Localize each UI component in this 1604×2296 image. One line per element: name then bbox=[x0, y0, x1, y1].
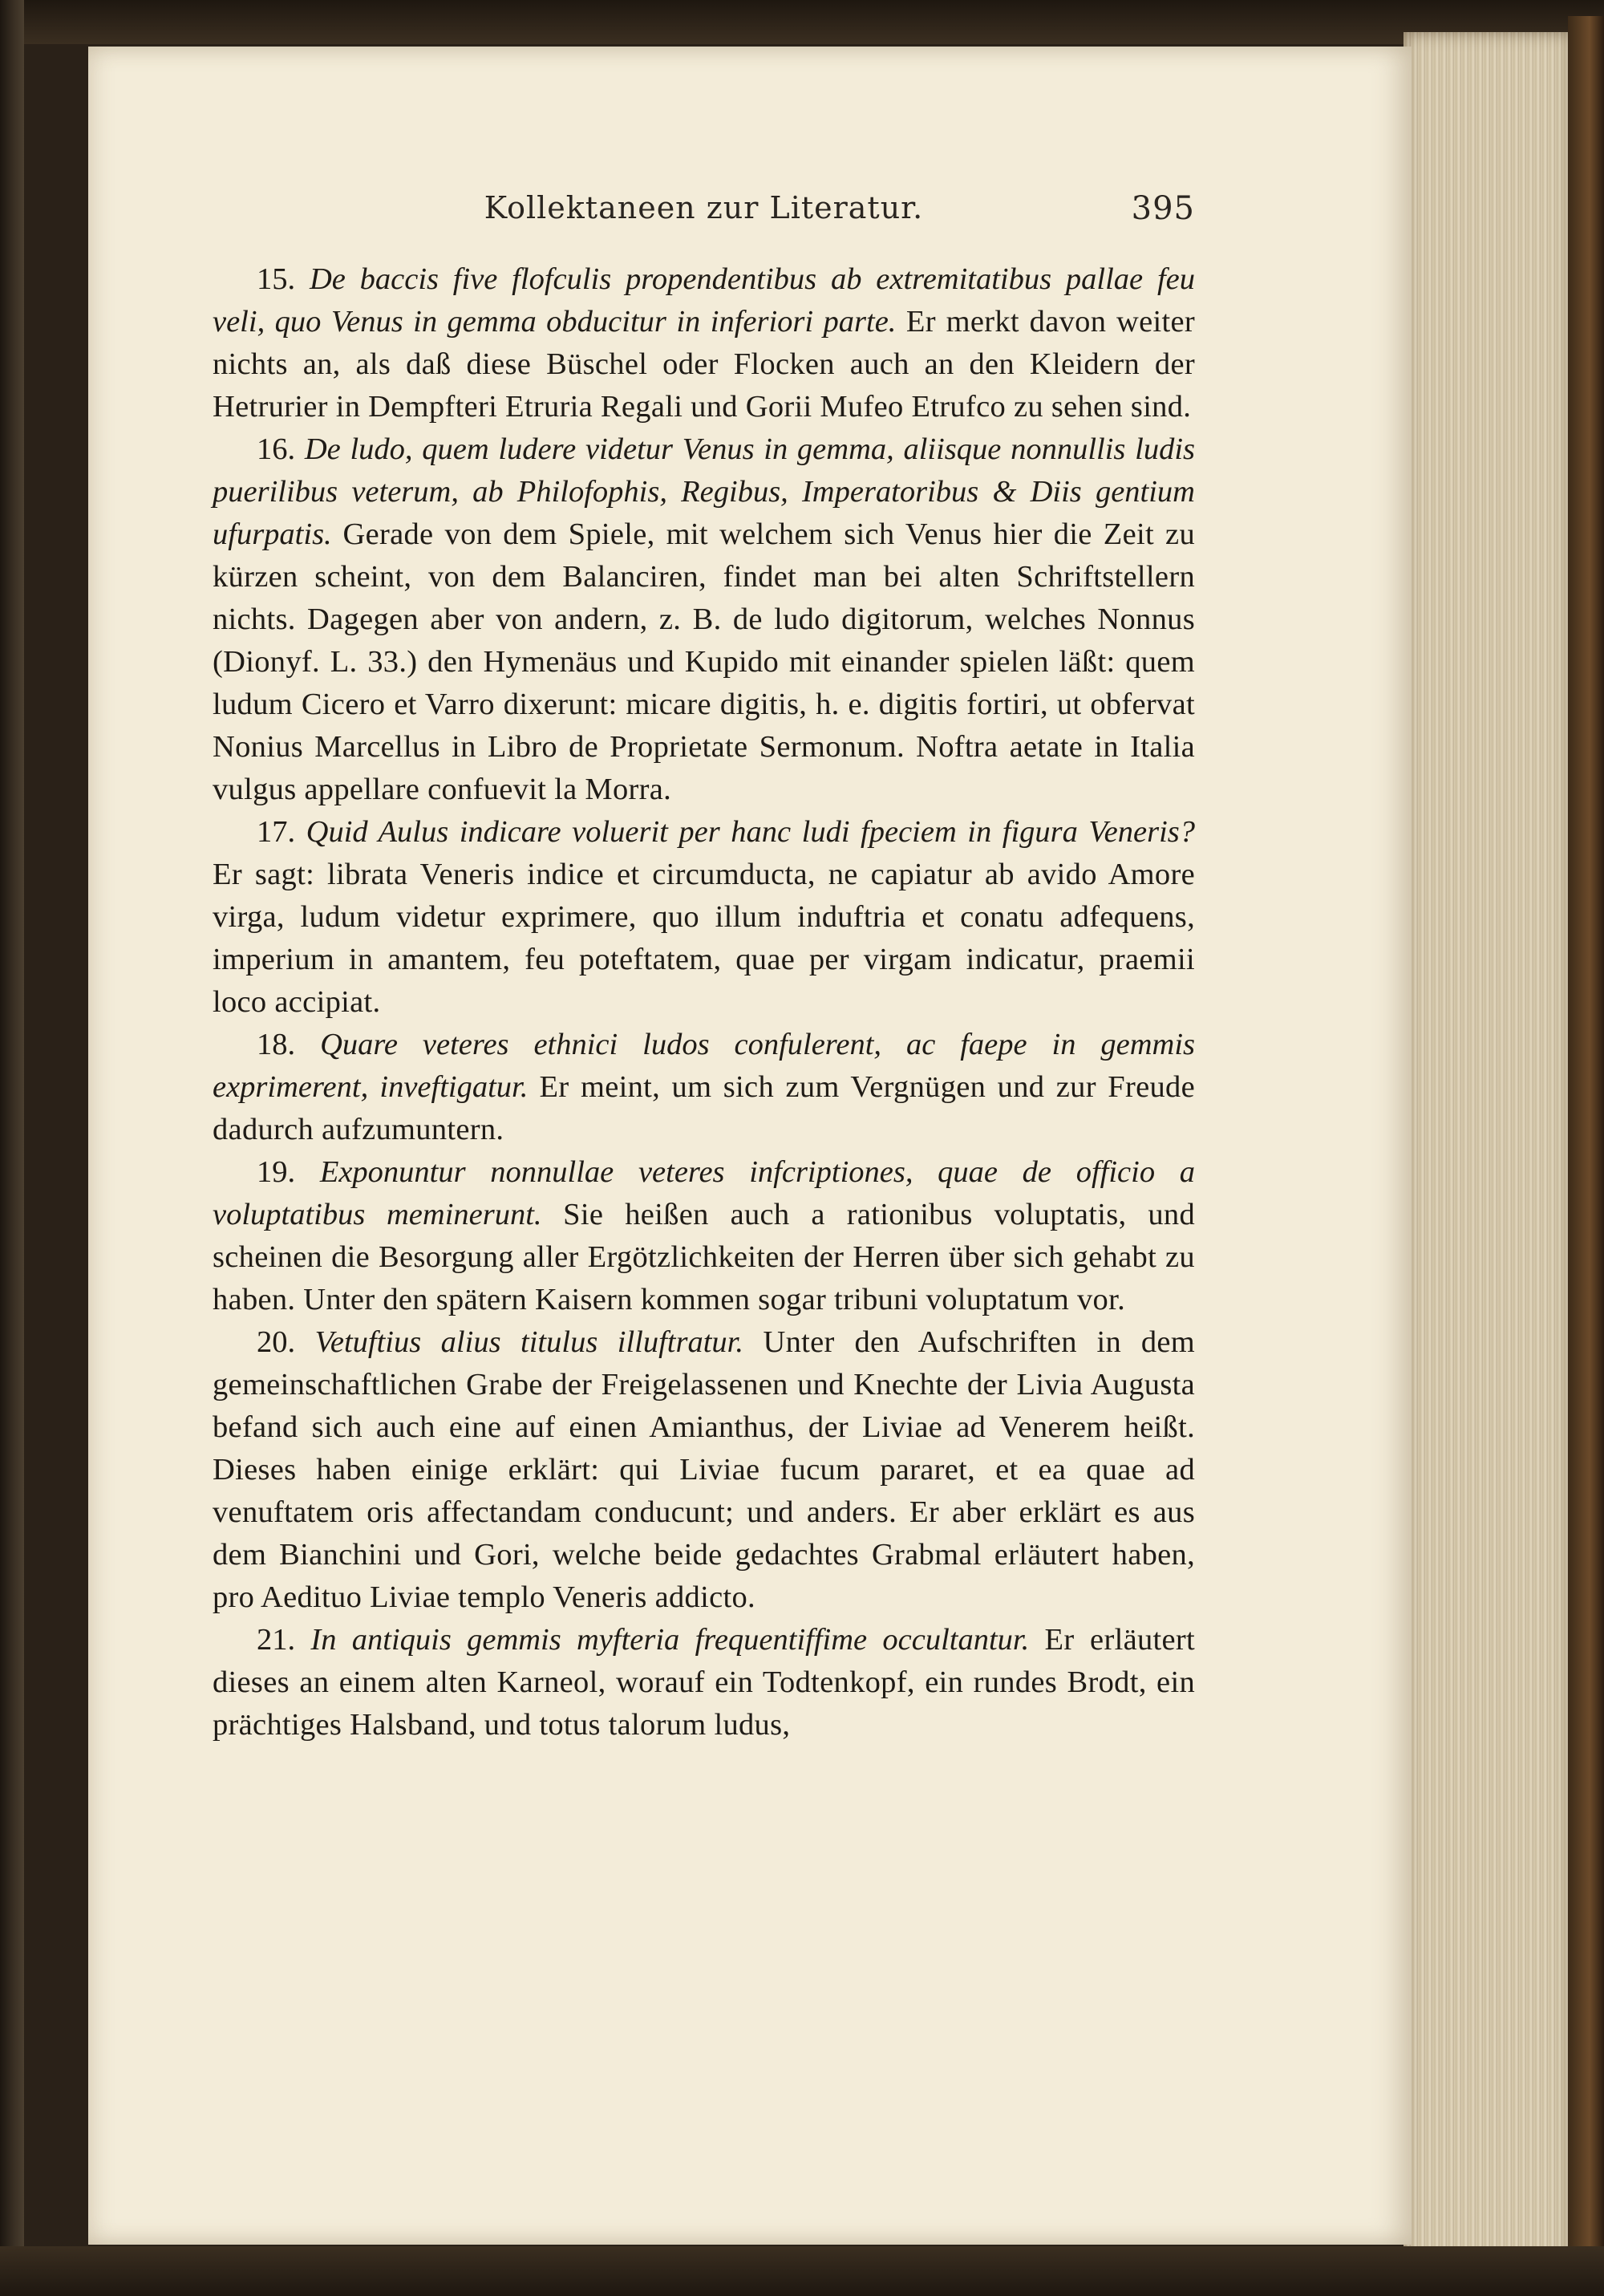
german-commentary: Er meint, um sich zum Vergnügen und zur Freude dadurch aufzumuntern. bbox=[213, 1070, 1195, 1146]
book-cover-edge bbox=[1568, 16, 1604, 2286]
german-commentary: Sie heißen auch a rationibus voluptatis, und scheinen die Besorgung aller Ergötzlichkeiten der Herren über sich gehabt zu haben. Unter den spätern Kaisern kommen sogar tribuni voluptatum vor. bbox=[213, 1198, 1195, 1316]
german-commentary: Gerade von dem Spiele, mit welchem sich Venus hier die Zeit zu kürzen scheint, von dem Balanciren, findet man bei alten Schriftstellern nichts. Dagegen aber von andern, z. B. de ludo digitorum, welches Nonnus (Dionyf. L. 33.) den Hymenäus und Kupido mit einander spielen läßt: quem ludum Cicero et Varro dixerunt: micare digitis, h. e. digitis fortiri, ut obfervat Nonius Marcellus in Libro de Proprietate Sermonum. Noftra aetate in Italia vulgus appellare confuevit la Morra. bbox=[213, 517, 1195, 806]
paragraph-21 bbox=[213, 1619, 1195, 1746]
latin-heading: Exponuntur nonnullae veteres infcriptiones, quae de officio a voluptatibus meminerunt. bbox=[213, 1155, 1195, 1231]
paragraph-20 bbox=[213, 1321, 1195, 1619]
paragraph-19 bbox=[213, 1151, 1195, 1321]
paragraph-number: 19. bbox=[257, 1155, 296, 1189]
latin-heading: De ludo, quem ludere videtur Venus in gemma, aliisque nonnullis ludis puerilibus veterum, ab Philofophis, Regibus, Imperatoribus & Diis gentium ufurpatis. bbox=[213, 432, 1196, 551]
latin-heading: Quid Aulus indicare voluerit per hanc ludi fpeciem in figura Veneris? bbox=[306, 815, 1196, 849]
german-commentary: Er erläutert dieses an einem alten Karneol, worauf ein Todtenkopf, ein rundes Brodt, ein prächtiges Halsband, und totus talorum ludus, bbox=[213, 1623, 1196, 1742]
latin-heading: In antiquis gemmis myfteria frequentiffime occultantur. bbox=[310, 1623, 1030, 1657]
scan-left-edge bbox=[0, 0, 24, 2296]
latin-heading: Vetuftius alius titulus illuftratur. bbox=[314, 1325, 744, 1359]
page-header bbox=[213, 190, 1195, 238]
paragraph-17 bbox=[213, 811, 1195, 1024]
body-text bbox=[213, 258, 1195, 1746]
scan-bottom-edge bbox=[0, 2246, 1604, 2296]
latin-heading: Quare veteres ethnici ludos confulerent, ac faepe in gemmis exprimerent, inveftigatur. bbox=[213, 1028, 1196, 1104]
german-commentary: Unter den Aufschriften in dem gemeinschaftlichen Grabe der Freigelassenen und Knechte der Livia Augusta befand sich auch eine auf einen Amianthus, der Liviae ad Venerem heißt. Dieses haben einige erklärt: qui Liviae fucum pararet, et ea quae ad venuftatem oris affectandam conducunt; und anders. Er aber erklärt es aus dem Bianchini und Gori, welche beide gedachtes Grabmal erläutert haben, pro Aedituo Liviae templo Veneris addicto. bbox=[213, 1325, 1196, 1614]
latin-heading: De baccis five flofculis propendentibus ab extremitatibus pallae feu veli, quo Venus in gemma obducitur in inferiori parte. bbox=[213, 262, 1195, 339]
book-page-edges bbox=[1404, 32, 1572, 2270]
paragraph-16 bbox=[213, 428, 1195, 811]
paragraph-15 bbox=[213, 258, 1195, 428]
page-number: 395 bbox=[1131, 190, 1195, 227]
paragraph-number: 15. bbox=[257, 262, 296, 296]
paragraph-number: 16. bbox=[257, 432, 296, 466]
paragraph-number: 18. bbox=[257, 1028, 296, 1061]
paragraph-18 bbox=[213, 1024, 1195, 1151]
german-commentary: Er merkt davon weiter nichts an, als daß diese Büschel oder Flocken auch an den Kleidern der Hetrurier in Dempfteri Etruria Regali und Gorii Mufeo Etrufco zu sehen sind. bbox=[213, 305, 1195, 424]
paragraph-number: 17. bbox=[257, 815, 296, 849]
german-commentary: Er sagt: librata Veneris indice et circumducta, ne capiatur ab avido Amore virga, ludum videtur exprimere, quo illum induftria et conatu adfequens, imperium in amantem, feu poteftatem, quae per virgam indicatur, praemii loco accipiat. bbox=[213, 858, 1195, 1019]
scan-top-edge bbox=[0, 0, 1604, 44]
paragraph-number: 21. bbox=[257, 1623, 296, 1657]
paragraph-number: 20. bbox=[257, 1325, 296, 1359]
running-title: Kollektaneen zur Literatur. bbox=[484, 190, 924, 225]
